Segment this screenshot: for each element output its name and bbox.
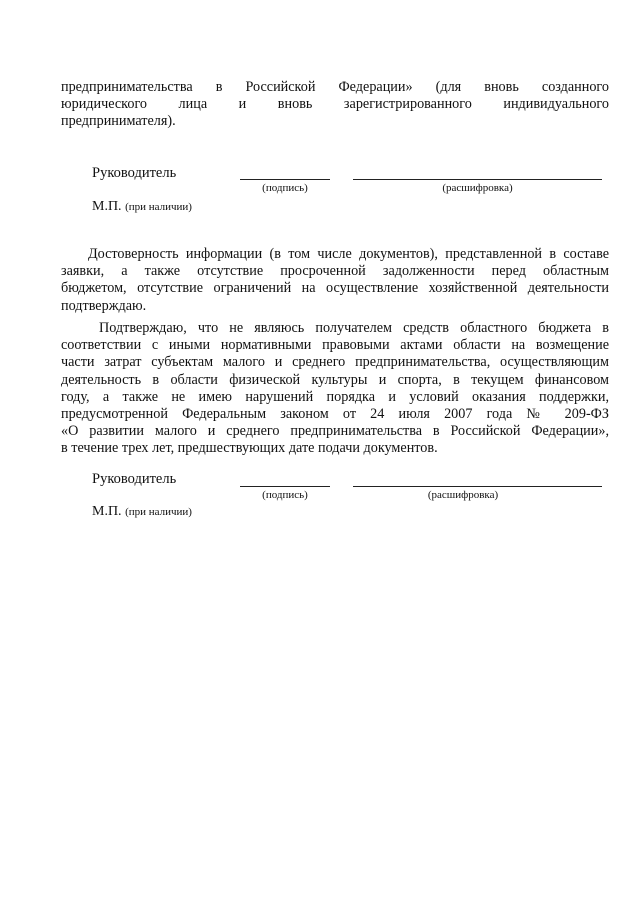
name-caption: (расшифровка) [427,489,499,501]
seal-label: М.П. (при наличии) [92,199,192,214]
signature-line [240,179,330,180]
text-line: подтверждаю. [61,297,147,314]
confirmation-paragraph [61,320,609,458]
text-line: деятельность в области физической культуры и спорта, в текущем финансовом [61,371,609,388]
certification-paragraph [61,246,609,315]
name-caption: (расшифровка) [442,182,513,194]
signatory-label: Руководитель [92,471,177,487]
signature-caption: (подпись) [262,182,308,194]
text-line: части затрат субъектам малого и среднего предпринимательства, осуществляющим [61,354,609,371]
signatory-label: Руководитель [92,165,177,181]
text-line: предпринимательства в Российской Федерации» (для вновь созданного [61,79,609,95]
seal-note: (при наличии) [125,201,192,213]
name-line [353,486,602,487]
seal-label: М.П. (при наличии) [92,504,192,519]
text-line: Подтверждаю, что не являюсь получателем средств областного бюджета в [99,320,609,336]
text-line: предусмотренной Федеральным законом от 24 июля 2007 года № 209-ФЗ [61,406,609,423]
text-line: году, а также не имею нарушений порядка и условий оказания поддержки, [61,388,609,405]
text-line: соответствии с иными нормативными правовыми актами области на возмещение [61,337,609,354]
text-line: заявки, а также отсутствие просроченной задолженности перед областным [61,263,609,280]
text-line: юридического лица и вновь зарегистрированного индивидуального [61,96,609,113]
signature-caption: (подпись) [262,489,308,501]
text-line: предпринимателя). [61,113,176,130]
text-line: бюджетом, отсутствие ограничений на осуществление хозяйственной деятельности [61,280,609,297]
seal-note: (при наличии) [125,506,192,518]
text-line: «О развитии малого и среднего предпринимательства в Российской Федерации», [61,423,609,440]
signature-line [240,486,330,487]
text-line: в течение трех лет, предшествующих дате подачи документов. [61,440,438,457]
text-line: Достоверность информации (в том числе документов), представленной в составе [88,246,609,262]
name-line [353,179,602,180]
top-paragraph [61,79,609,131]
